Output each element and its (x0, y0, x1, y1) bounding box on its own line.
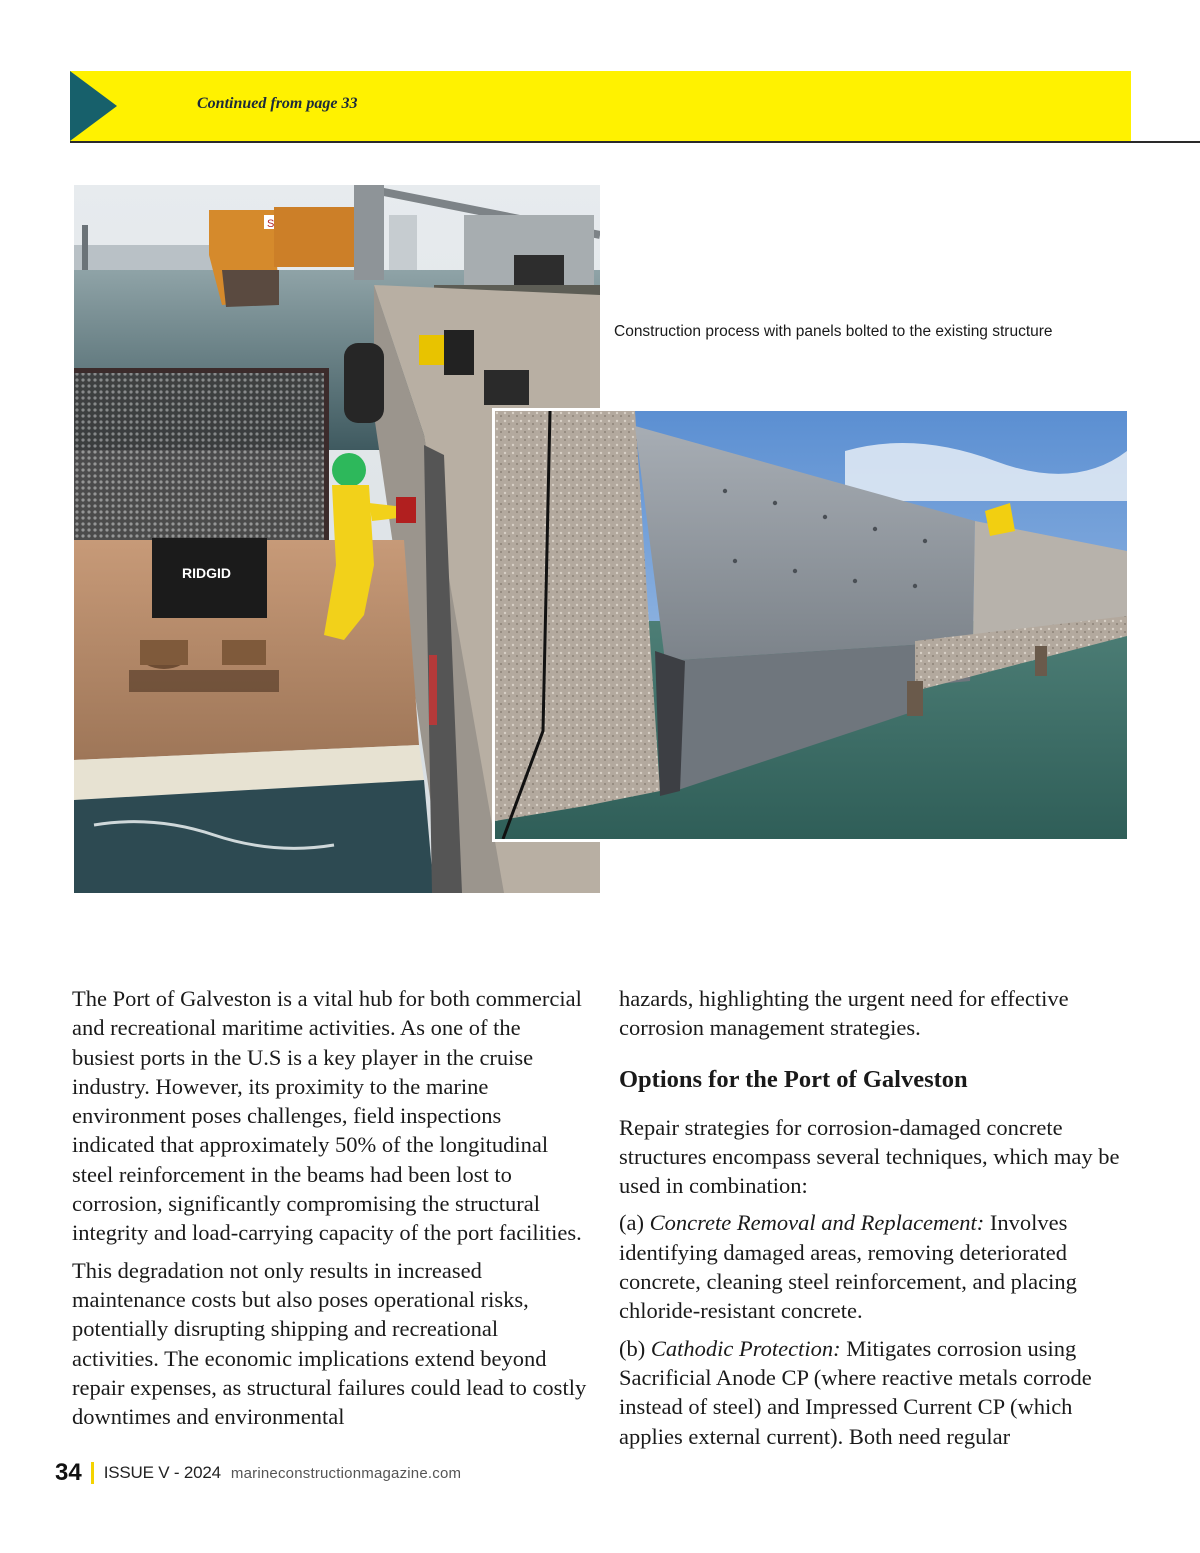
section-heading: Options for the Port of Galveston (619, 1065, 968, 1093)
page-number: 34 (55, 1459, 82, 1486)
page-footer (55, 1458, 461, 1488)
continued-note: Continued from page 33 (197, 95, 358, 112)
paragraph: The Port of Galveston is a vital hub for both commercial and recreational maritime activities. As one of the busiest ports in the U.S is a key player in the cruise industry. However, its proximity to the marine environment poses challenges, field inspections indicated that approximately 50% of the longitudinal steel reinforcement in the beams had been lost to corrosion, significantly compromising the structural integrity and load-carrying capacity of the port facilities. (72, 986, 582, 1246)
footer-divider (91, 1462, 94, 1484)
issue-label: ISSUE V - 2024 (103, 1463, 221, 1482)
item-text: Involves identifying damaged areas, removing deteriorated concrete, cleaning steel reinforcement, and placing chloride-resistant concrete. (619, 1210, 1077, 1324)
item-prefix: (b) (619, 1335, 651, 1361)
paragraph: This degradation not only results in increased maintenance costs but also poses operational risks, potentially disrupting shipping and recreational activities. The economic implications extend beyond repair expenses, as structural failures could lead to costly downtimes and environmental (72, 1257, 587, 1430)
chevron-icon (70, 71, 117, 141)
list-item-a (619, 1208, 1134, 1325)
item-prefix: (a) (619, 1210, 650, 1236)
item-text: Mitigates corrosion using Sacrificial Anode CP (where reactive metals corrode instead of steel) and Impressed Current CP (which applies external current). Both need regular (619, 1335, 1092, 1449)
item-title: Cathodic Protection: (650, 1335, 841, 1361)
toolbox-label: RIDGID (182, 565, 231, 581)
right-photo (492, 408, 1130, 842)
header-rule (70, 141, 1200, 143)
photo-caption: Construction process with panels bolted to the existing structure (614, 323, 1053, 340)
left-column (72, 984, 587, 1439)
paragraph: hazards, highlighting the urgent need for effective corrosion management strategies. (619, 986, 1069, 1041)
list-item-b (619, 1334, 1134, 1451)
item-title: Concrete Removal and Replacement: (649, 1210, 985, 1236)
website-link[interactable]: marineconstructionmagazine.com (230, 1464, 462, 1482)
right-column (619, 984, 1134, 1459)
paragraph: Repair strategies for corrosion-damaged concrete structures encompass several techniques, which may be used in combination: (619, 1114, 1120, 1199)
svg-text:S: S (267, 218, 275, 230)
pier-panels-image (495, 411, 1127, 839)
